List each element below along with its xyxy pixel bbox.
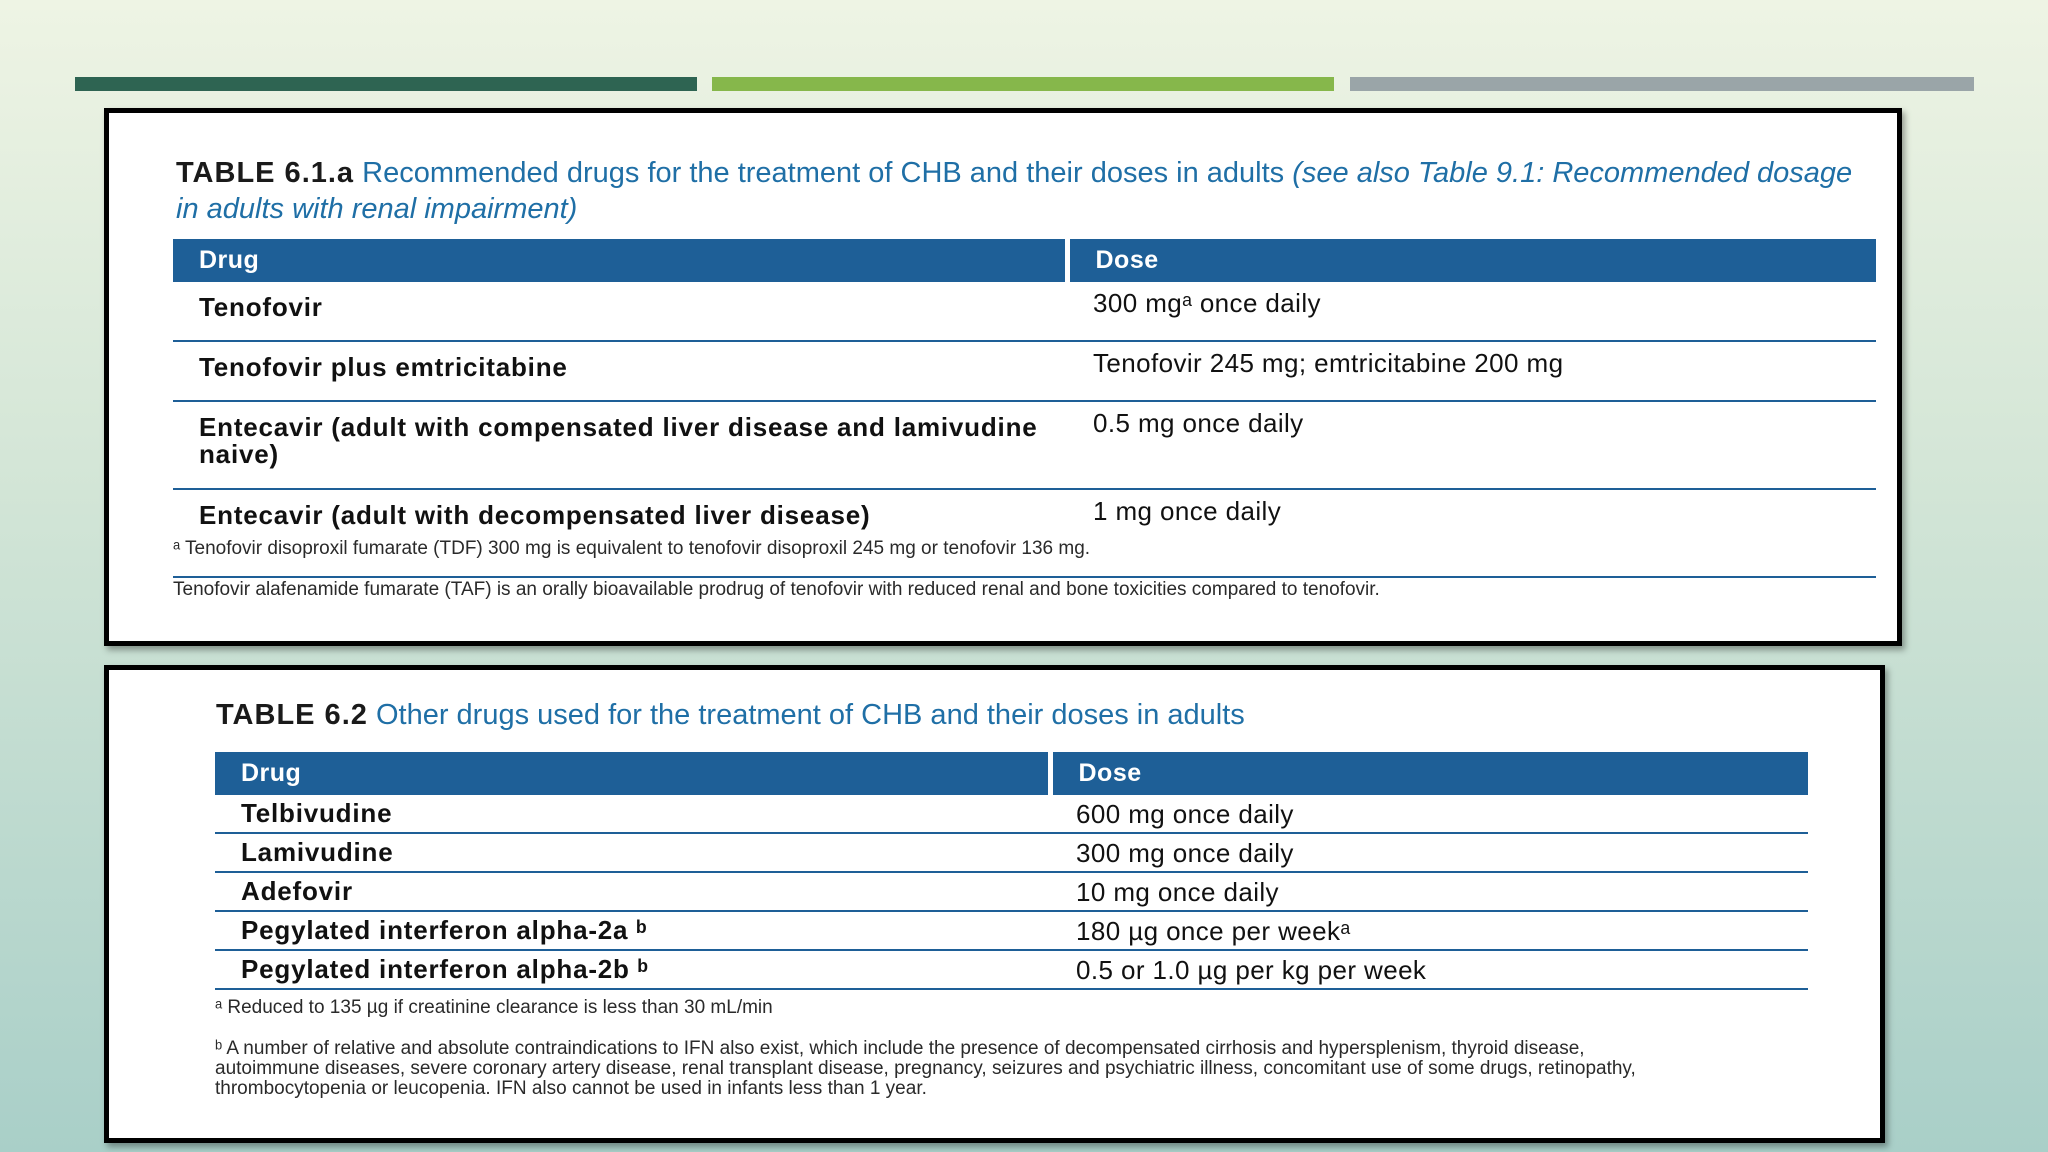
- drug-cell: Tenofovir: [173, 282, 1067, 341]
- table-row: [215, 872, 1808, 911]
- table-row: [215, 795, 1808, 833]
- table-title: Other drugs used for the treatment of CHB and their doses in adults: [375, 699, 1245, 731]
- accent-bar-dark-green: [75, 77, 697, 91]
- dose-cell: 1 mg once daily: [1067, 489, 1876, 577]
- dose-column-header: Dose: [1050, 752, 1808, 795]
- table-row: [215, 911, 1808, 950]
- table-6-2-panel: [104, 665, 1885, 1143]
- dose-cell: 600 mg once daily: [1050, 795, 1808, 833]
- recommended-drugs-table: [173, 239, 1876, 578]
- drug-cell: Lamivudine: [215, 833, 1050, 872]
- table-header-row: [173, 239, 1876, 282]
- table-row: [173, 489, 1876, 577]
- footnote-a: ᵃ Tenofovir disoproxil fumarate (TDF) 300 mg is equivalent to tenofovir disoproxil 245 mg or tenofovir 136 mg.: [173, 538, 1091, 559]
- dose-cell: 0.5 mg once daily: [1067, 401, 1876, 489]
- dose-cell: 180 µg once per weekᵃ: [1050, 911, 1808, 950]
- dose-cell: 300 mgᵃ once daily: [1067, 282, 1876, 341]
- drug-cell: Entecavir (adult with compensated liver disease and lamivudine naive): [173, 401, 1067, 489]
- accent-bar-gray: [1350, 77, 1974, 91]
- drug-cell: Pegylated interferon alpha-2b ᵇ: [215, 950, 1050, 989]
- footnote-a: ᵃ Reduced to 135 µg if creatinine clearance is less than 30 mL/min: [215, 997, 773, 1018]
- accent-bar-light-green: [712, 77, 1334, 91]
- drug-column-header: Drug: [215, 752, 1050, 795]
- dose-cell: 300 mg once daily: [1050, 833, 1808, 872]
- table-caption: [216, 697, 1816, 733]
- table-row: [173, 341, 1876, 401]
- table-caption: [176, 155, 1856, 227]
- drug-cell: Pegylated interferon alpha-2a ᵇ: [215, 911, 1050, 950]
- other-drugs-table: [215, 752, 1808, 990]
- table-header-row: [215, 752, 1808, 795]
- dose-cell: Tenofovir 245 mg; emtricitabine 200 mg: [1067, 341, 1876, 401]
- table-row: [215, 833, 1808, 872]
- table-row: [173, 401, 1876, 489]
- drug-cell: Adefovir: [215, 872, 1050, 911]
- table-row: [173, 282, 1876, 341]
- table-number: TABLE 6.2: [216, 699, 368, 731]
- drug-cell: Telbivudine: [215, 795, 1050, 833]
- drug-cell: Entecavir (adult with decompensated liver disease): [173, 489, 1067, 577]
- table-number: TABLE 6.1.a: [176, 157, 355, 189]
- table-row: [215, 950, 1808, 989]
- table-title-note: (see also Table 9.1: Recommended dosage in adults with renal impairment): [176, 157, 1853, 225]
- footnote-b: ᵇ A number of relative and absolute contraindications to IFN also exist, which include the presence of decompensated cirrhosis and hypersplenism, thyroid disease, autoimmune diseases, severe coronary artery disease, renal transplant disease, pregnancy, seizures and psychiatric illness, concomitant use of some drugs, retinopathy, thrombocytopenia or leucopenia. IFN also cannot be used in infants less than 1 year.: [215, 1038, 1636, 1099]
- drug-column-header: Drug: [173, 239, 1067, 282]
- dose-cell: 10 mg once daily: [1050, 872, 1808, 911]
- dose-cell: 0.5 or 1.0 µg per kg per week: [1050, 950, 1808, 989]
- table-title: Recommended drugs for the treatment of CHB and their doses in adults: [362, 157, 1285, 189]
- footnote-taf: Tenofovir alafenamide fumarate (TAF) is an orally bioavailable prodrug of tenofovir with reduced renal and bone toxicities compared to tenofovir.: [173, 579, 1380, 600]
- drug-cell: Tenofovir plus emtricitabine: [173, 341, 1067, 401]
- dose-column-header: Dose: [1067, 239, 1876, 282]
- table-6-1a-panel: [104, 108, 1902, 646]
